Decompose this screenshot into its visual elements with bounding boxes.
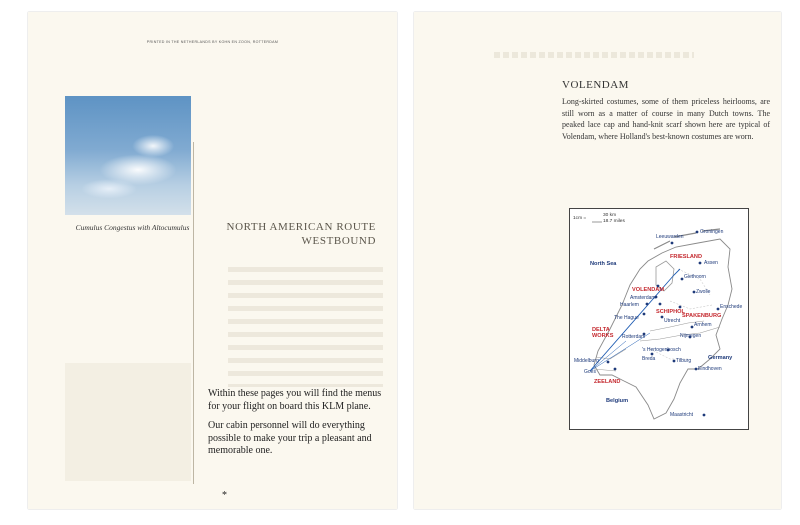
map-place-enschede: Enschede [720, 304, 743, 310]
map-place-s-hertogenbosch: 's Hertogenbosch [642, 347, 681, 353]
map-place-the-hague: The Hague [614, 315, 639, 321]
map-place-assen: Assen [704, 260, 718, 266]
route-title-line1: NORTH AMERICAN ROUTE [226, 221, 376, 233]
map-scale-km: 30 km [603, 213, 617, 218]
map-label-delta: DELTA [592, 327, 610, 333]
route-title [208, 220, 376, 248]
map-label-zeeland: ZEELAND [594, 379, 621, 385]
intro-paragraph-2: Our cabin personnel will do everything possible to make your trip a pleasant and memorable one. [208, 420, 372, 456]
map-place-arnhem: Arnhem [694, 322, 712, 328]
map-place-utrecht: Utrecht [664, 318, 681, 324]
right-page [414, 12, 781, 509]
map-place-giethoorn: Giethoorn [684, 274, 706, 280]
footer-star: * [222, 490, 227, 501]
netherlands-map [569, 208, 749, 430]
intro-paragraph-1: Within these pages you will find the menus for your flight on board this KLM plane. [208, 388, 382, 412]
printer-note: PRINTED IN THE NETHERLANDS BY KOHN EN ZOON, ROTTERDAM [146, 40, 279, 44]
map-place-goes: Goes [584, 369, 596, 375]
map-region-germany: Germany [708, 355, 733, 361]
map-scale-miles: 18.7 miles [603, 219, 625, 224]
photo-caption: Cumulus Congestus with Altocumulus [75, 223, 190, 232]
page-title: VOLENDAM [562, 79, 629, 91]
cloud-photo [65, 96, 191, 215]
map-label-works: WORKS [592, 333, 614, 339]
map-region-north-sea: North Sea [590, 261, 617, 267]
map-place-zwolle: Zwolle [696, 289, 711, 295]
route-title-line2: WESTBOUND [301, 235, 376, 247]
map-place-eindhoven: Eindhoven [698, 366, 722, 372]
map-place-breda: Breda [642, 356, 656, 362]
description-text: Long-skirted costumes, some of them priceless heirlooms, are still worn as a matter of course in many Dutch towns. The peaked lace cap and hand-knit scarf shown here are typical of Volendam, where Holland's best-known costumes are worn. [562, 97, 770, 141]
map-place-middelburg: Middelburg [574, 358, 599, 364]
map-place-tilburg: Tilburg [676, 358, 692, 364]
map-label-friesland: FRIESLAND [670, 254, 703, 260]
intro-text [208, 388, 388, 465]
show-through-photo [65, 363, 191, 481]
map-label-volendam: VOLENDAM [632, 287, 665, 293]
vertical-divider [193, 142, 194, 484]
show-through-heading [494, 52, 694, 58]
map-place-groningen: Groningen [700, 229, 724, 235]
show-through-text [228, 267, 383, 387]
map-place-rotterdam: Rotterdam [622, 334, 646, 340]
map-place-nijmegen: Nijmegen [680, 333, 702, 339]
map-place-leeuwarden: Leeuwarden [656, 234, 684, 240]
map-outline [570, 209, 748, 429]
map-place-amsterdam: Amsterdam [630, 295, 656, 301]
map-region-belgium: Belgium [606, 398, 629, 404]
map-scale-prefix: 1cm = [573, 216, 587, 221]
map-place-maastricht: Maastricht [670, 412, 694, 418]
map-place-haarlem: Haarlem [620, 302, 639, 308]
map-label-spakenburg: SPAKENBURG [682, 313, 722, 319]
left-page [28, 12, 397, 509]
map-label-schiphol: SCHIPHOL [656, 309, 685, 315]
